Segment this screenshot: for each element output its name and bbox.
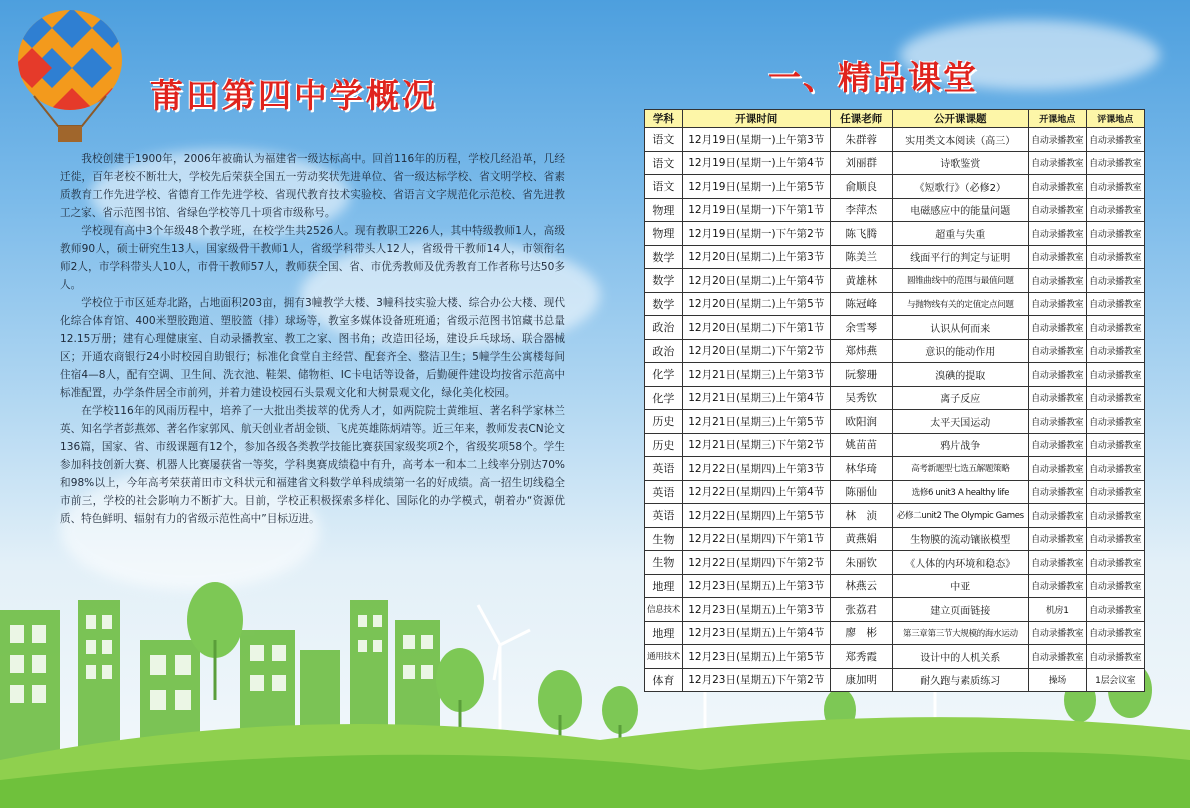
cell-topic: 太平天国运动 [892,410,1028,434]
cell-subject: 生物 [645,551,683,575]
cell-venue: 自动录播教室 [1028,128,1086,152]
cell-teacher: 郑秀霞 [830,645,892,669]
cell-topic: 实用类文本阅读（高三） [892,128,1028,152]
cell-venue: 自动录播教室 [1028,175,1086,199]
table-row [645,551,1145,575]
cell-time: 12月23日(星期五)上午第4节 [682,621,830,645]
cell-topic: 诗歌鉴赏 [892,151,1028,175]
table-row [645,222,1145,246]
cell-venue: 自动录播教室 [1028,574,1086,598]
cell-review-venue: 自动录播教室 [1086,222,1144,246]
table-row [645,151,1145,175]
cell-topic: 超重与失重 [892,222,1028,246]
cell-review-venue: 自动录播教室 [1086,198,1144,222]
table-row [645,245,1145,269]
cell-time: 12月23日(星期五)上午第3节 [682,574,830,598]
cell-topic: 第三章第三节大规模的海水运动 [892,621,1028,645]
cell-subject: 数学 [645,245,683,269]
cell-review-venue: 自动录播教室 [1086,386,1144,410]
cell-venue: 自动录播教室 [1028,504,1086,528]
table-row [645,668,1145,692]
cell-time: 12月19日(星期一)上午第3节 [682,128,830,152]
table-row [645,433,1145,457]
cell-review-venue: 自动录播教室 [1086,574,1144,598]
cell-review-venue: 自动录播教室 [1086,339,1144,363]
cell-subject: 英语 [645,504,683,528]
cell-time: 12月19日(星期一)下午第2节 [682,222,830,246]
cell-subject: 数学 [645,269,683,293]
cell-review-venue: 自动录播教室 [1086,363,1144,387]
table-row [645,598,1145,622]
cell-subject: 政治 [645,339,683,363]
cell-teacher: 陈丽仙 [830,480,892,504]
cell-teacher: 廖 彬 [830,621,892,645]
table-row [645,363,1145,387]
cell-review-venue: 自动录播教室 [1086,292,1144,316]
cell-teacher: 林 浈 [830,504,892,528]
cell-topic: 《短歌行》（必修2） [892,175,1028,199]
cell-venue: 自动录播教室 [1028,645,1086,669]
cell-subject: 化学 [645,363,683,387]
cell-subject: 语文 [645,128,683,152]
cell-teacher: 张荔君 [830,598,892,622]
cell-time: 12月20日(星期二)下午第1节 [682,316,830,340]
cell-time: 12月20日(星期二)上午第5节 [682,292,830,316]
cell-topic: 认识从何而来 [892,316,1028,340]
table-row [645,339,1145,363]
cell-review-venue: 自动录播教室 [1086,410,1144,434]
cell-time: 12月22日(星期四)上午第4节 [682,480,830,504]
table-row [645,621,1145,645]
cell-time: 12月22日(星期四)下午第1节 [682,527,830,551]
table-row [645,292,1145,316]
cell-teacher: 李萍杰 [830,198,892,222]
cell-venue: 自动录播教室 [1028,339,1086,363]
cell-venue: 自动录播教室 [1028,621,1086,645]
cell-time: 12月21日(星期三)下午第2节 [682,433,830,457]
cell-subject: 地理 [645,621,683,645]
table-row [645,175,1145,199]
cell-subject: 化学 [645,386,683,410]
cell-teacher: 黄雄林 [830,269,892,293]
cell-venue: 自动录播教室 [1028,551,1086,575]
cell-review-venue: 自动录播教室 [1086,245,1144,269]
cell-subject: 语文 [645,151,683,175]
cell-teacher: 林燕云 [830,574,892,598]
cell-review-venue: 自动录播教室 [1086,128,1144,152]
table-row [645,504,1145,528]
cell-topic: 耐久跑与素质练习 [892,668,1028,692]
cell-topic: 中亚 [892,574,1028,598]
cell-review-venue: 自动录播教室 [1086,457,1144,481]
cell-subject: 语文 [645,175,683,199]
cell-topic: 选修6 unit3 A healthy life [892,480,1028,504]
cell-subject: 地理 [645,574,683,598]
cell-subject: 政治 [645,316,683,340]
overview-paragraph: 在学校116年的风雨历程中，培养了一大批出类拔萃的优秀人才，如两院院士黄维垣、著名科学家林兰英、知名学者彭燕郊、著名作家郭风、航天创业者胡金锁、飞虎英雄陈炳靖等。近三年来，教师发表CN论文136篇，国家、省、市级课题有12个，参加各级各类教学技能比赛获国家级奖项2个，省级奖项58个。学生参加科技创新大赛、机器人比赛屡获省一等奖，学科奥赛成绩稳中有升，高考本一和本二上线率分别达70%和98%以上，今年高考荣获莆田市文科状元和福建省文科数学单科成绩第一名的好成绩。高一招生切线稳全市前三，学校的社会影响力不断扩大。目前，学校正积极探索多样化、国际化的办学模式，朝着办“资源优质、特色鲜明、辐射有力的省级示范性高中”目标迈进。 [60,405,565,525]
cell-review-venue: 自动录播教室 [1086,175,1144,199]
cell-review-venue: 自动录播教室 [1086,621,1144,645]
course-schedule-table [644,109,1145,692]
cell-teacher: 姚苗苗 [830,433,892,457]
cell-review-venue: 自动录播教室 [1086,645,1144,669]
cell-subject: 物理 [645,198,683,222]
cell-topic: 线面平行的判定与证明 [892,245,1028,269]
cell-topic: 意识的能动作用 [892,339,1028,363]
cell-teacher: 陈冠峰 [830,292,892,316]
cell-venue: 自动录播教室 [1028,151,1086,175]
cell-time: 12月20日(星期二)上午第4节 [682,269,830,293]
cell-subject: 英语 [645,457,683,481]
table-row [645,316,1145,340]
cell-teacher: 吴秀钦 [830,386,892,410]
cell-teacher: 俞顺良 [830,175,892,199]
cell-review-venue: 自动录播教室 [1086,551,1144,575]
cell-time: 12月23日(星期五)下午第2节 [682,668,830,692]
cell-topic: 《人体的内环境和稳态》 [892,551,1028,575]
cell-time: 12月23日(星期五)上午第5节 [682,645,830,669]
hot-air-balloon-icon [12,8,127,148]
cell-review-venue: 自动录播教室 [1086,504,1144,528]
table-row [645,645,1145,669]
overview-paragraph: 学校现有高中3个年级48个教学班，在校学生共2526人。现有教职工226人，其中特级教师1人，高级教师90人，硕士研究生13人，国家级骨干教师1人，省级学科带头人12人，省级骨干教师14人，市领衔名师2人，市学科带头人10人，市骨干教师57人，教师获全国、省、市优秀教师及优秀教育工作者称号达50多人。 [60,225,565,291]
table-row [645,386,1145,410]
cell-venue: 自动录播教室 [1028,316,1086,340]
cell-venue: 自动录播教室 [1028,245,1086,269]
cell-subject: 数学 [645,292,683,316]
overview-paragraph: 学校位于市区延寿北路，占地面积203亩，拥有3幢教学大楼、3幢科技实验大楼、综合办公大楼、现代化综合体育馆、400米塑胶跑道、塑胶篮（排）球场等，教室多媒体设备班班通；省级示范图书馆藏书总量12.15万册；建有心理健康室、自动录播教室、教工之家、图书角；改造田径场，建设乒乓球场、联合器械区；开通农商银行24小时校园自助银行；标准化食堂自主经营、配套齐全、整洁卫生；5幢学生公寓楼每间住宿4—8人，配有空调、卫生间、洗衣池、鞋架、储物柜、IC卡电话等设备，后勤硬件建设均按省示范高中标准配置，办学条件居全市前列，并着力建设校园石头景观文化和大树景观文化，绿化美化校园。 [60,297,565,399]
cell-venue: 自动录播教室 [1028,457,1086,481]
cell-topic: 生物膜的流动镶嵌模型 [892,527,1028,551]
cell-venue: 自动录播教室 [1028,480,1086,504]
overview-paragraph: 我校创建于1900年，2006年被确认为福建省一级达标高中。回首116年的历程，学校几经沿革，几经迁徙，百年老校不断壮大，学校先后荣获全国五一劳动奖状先进单位、省一级达标学校、省文明学校、省素质教育工作先进学校、省德育工作先进学校、省现代教育技术实验校、省语言文字规范化示范校、省先进教工之家、省示范图书馆、省绿色学校等几十项省市级称号。 [60,153,565,219]
cell-time: 12月21日(星期三)上午第5节 [682,410,830,434]
cell-venue: 自动录播教室 [1028,292,1086,316]
cell-time: 12月22日(星期四)下午第2节 [682,551,830,575]
table-row [645,198,1145,222]
cell-review-venue: 自动录播教室 [1086,269,1144,293]
cell-teacher: 林华琦 [830,457,892,481]
table-row [645,410,1145,434]
cell-teacher: 康加明 [830,668,892,692]
school-overview-title: 莆田第四中学概况 [150,76,438,115]
cell-time: 12月23日(星期五)上午第3节 [682,598,830,622]
cell-subject: 物理 [645,222,683,246]
cell-subject: 生物 [645,527,683,551]
column-header-subject: 学科 [645,110,683,128]
cell-time: 12月21日(星期三)上午第3节 [682,363,830,387]
table-row [645,457,1145,481]
cell-teacher: 朱群蓉 [830,128,892,152]
cell-subject: 历史 [645,410,683,434]
table-row [645,269,1145,293]
cell-subject: 体育 [645,668,683,692]
cell-venue: 自动录播教室 [1028,363,1086,387]
cell-venue: 自动录播教室 [1028,527,1086,551]
cell-venue: 自动录播教室 [1028,386,1086,410]
cell-topic: 离子反应 [892,386,1028,410]
cell-venue: 自动录播教室 [1028,222,1086,246]
cell-review-venue: 自动录播教室 [1086,527,1144,551]
cell-time: 12月19日(星期一)下午第1节 [682,198,830,222]
cell-teacher: 欧阳润 [830,410,892,434]
cell-review-venue: 自动录播教室 [1086,598,1144,622]
cell-venue: 自动录播教室 [1028,269,1086,293]
cell-time: 12月19日(星期一)上午第5节 [682,175,830,199]
cell-topic: 电磁感应中的能量问题 [892,198,1028,222]
cell-review-venue: 自动录播教室 [1086,316,1144,340]
cell-time: 12月19日(星期一)上午第4节 [682,151,830,175]
cell-time: 12月21日(星期三)上午第4节 [682,386,830,410]
cell-topic: 高考新题型七选五解题策略 [892,457,1028,481]
cell-teacher: 朱丽钦 [830,551,892,575]
cell-review-venue: 自动录播教室 [1086,151,1144,175]
cell-topic: 溴碘的提取 [892,363,1028,387]
cell-time: 12月20日(星期二)下午第2节 [682,339,830,363]
table-row [645,527,1145,551]
cell-topic: 必修二unit2 The Olympic Games [892,504,1028,528]
cell-topic: 建立页面链接 [892,598,1028,622]
cell-subject: 历史 [645,433,683,457]
cell-teacher: 刘丽群 [830,151,892,175]
cell-venue: 自动录播教室 [1028,198,1086,222]
cell-teacher: 陈飞腾 [830,222,892,246]
cell-teacher: 陈美兰 [830,245,892,269]
cell-review-venue: 自动录播教室 [1086,480,1144,504]
cell-review-venue: 自动录播教室 [1086,433,1144,457]
table-header-row [645,110,1145,128]
cell-topic: 鸦片战争 [892,433,1028,457]
cell-subject: 通用技术 [645,645,683,669]
column-header-time: 开课时间 [682,110,830,128]
cell-subject: 英语 [645,480,683,504]
cell-venue: 操场 [1028,668,1086,692]
table-row [645,128,1145,152]
cell-topic: 设计中的人机关系 [892,645,1028,669]
cell-topic: 圆锥曲线中的范围与最值问题 [892,269,1028,293]
cell-venue: 机房1 [1028,598,1086,622]
column-header-topic: 公开课课题 [892,110,1028,128]
cell-review-venue: 1层会议室 [1086,668,1144,692]
cell-time: 12月20日(星期二)上午第3节 [682,245,830,269]
cell-topic: 与抛物线有关的定值定点问题 [892,292,1028,316]
column-header-review-venue: 评课地点 [1086,110,1144,128]
column-header-teacher: 任课老师 [830,110,892,128]
cell-time: 12月22日(星期四)上午第3节 [682,457,830,481]
cell-time: 12月22日(星期四)上午第5节 [682,504,830,528]
school-overview-text [60,150,565,528]
cell-subject: 信息技术 [645,598,683,622]
cell-teacher: 郑炜燕 [830,339,892,363]
table-row [645,480,1145,504]
column-header-venue: 开课地点 [1028,110,1086,128]
cell-venue: 自动录播教室 [1028,433,1086,457]
cell-teacher: 余雪琴 [830,316,892,340]
cell-teacher: 阮黎珊 [830,363,892,387]
quality-courses-title: 一、精品课堂 [768,58,978,97]
cell-teacher: 黄燕娟 [830,527,892,551]
cell-venue: 自动录播教室 [1028,410,1086,434]
table-row [645,574,1145,598]
